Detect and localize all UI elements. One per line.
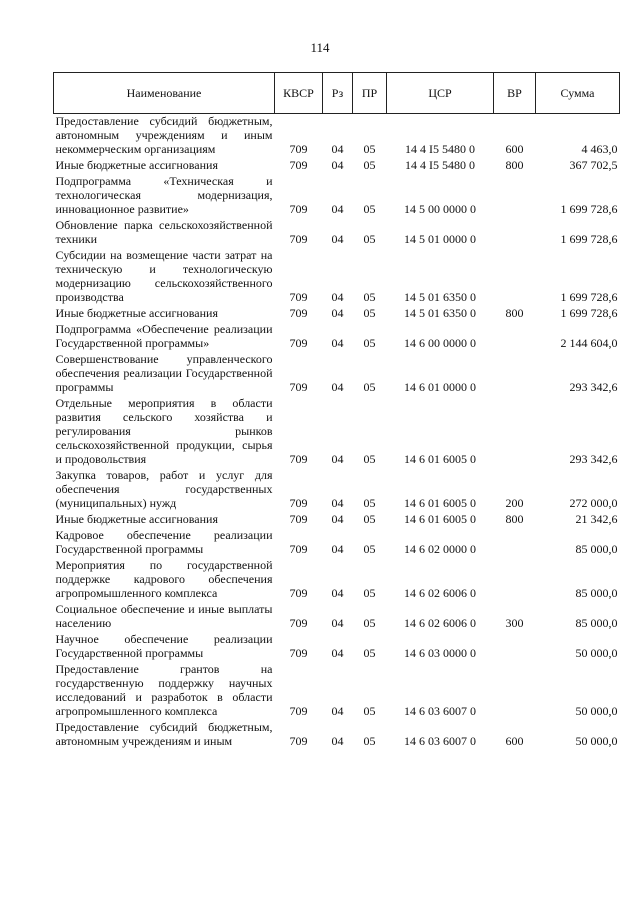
- table-row: [54, 662, 620, 720]
- cell-kvsr: 709: [289, 704, 308, 718]
- cell-sum: 293 342,6: [569, 380, 618, 394]
- cell-pr: 05: [363, 142, 376, 156]
- cell-name: Обновление парка сельскохозяйственной техники: [55, 218, 273, 246]
- cell-name: Предоставление грантов на государственную поддержку научных исследований и разработок в области агропромышленного комплекса: [55, 662, 273, 718]
- cell-csr: 14 6 03 6007 0: [404, 734, 476, 748]
- cell-pr: 05: [363, 646, 376, 660]
- table-row: [54, 512, 620, 528]
- cell-csr: 14 6 02 6006 0: [404, 586, 476, 600]
- cell-pr: 05: [363, 202, 376, 216]
- cell-vr: [494, 558, 536, 602]
- column-header-sum: Сумма: [536, 73, 620, 114]
- cell-rz: 04: [331, 232, 344, 246]
- column-header-vr: ВР: [494, 73, 536, 114]
- cell-kvsr: 709: [289, 290, 308, 304]
- cell-sum: 1 699 728,6: [560, 202, 618, 216]
- cell-pr: 05: [363, 306, 376, 320]
- cell-csr: 14 4 I5 5480 0: [405, 142, 475, 156]
- cell-kvsr: 709: [289, 142, 308, 156]
- column-header-csr: ЦСР: [387, 73, 494, 114]
- cell-rz: 04: [331, 512, 344, 526]
- cell-sum: 85 000,0: [575, 616, 618, 630]
- cell-rz: 04: [331, 616, 344, 630]
- table-row: [54, 114, 620, 159]
- table-row: [54, 322, 620, 352]
- cell-name: Научное обеспечение реализации Государственной программы: [55, 632, 273, 660]
- table-row: [54, 306, 620, 322]
- table-row: [54, 632, 620, 662]
- cell-rz: 04: [331, 336, 344, 350]
- cell-csr: 14 5 01 6350 0: [404, 306, 476, 320]
- cell-kvsr: 709: [289, 496, 308, 510]
- cell-vr: [494, 352, 536, 396]
- cell-csr: 14 6 01 6005 0: [404, 452, 476, 466]
- table-row: [54, 528, 620, 558]
- cell-kvsr: 709: [289, 646, 308, 660]
- cell-kvsr: 709: [289, 586, 308, 600]
- cell-kvsr: 709: [289, 306, 308, 320]
- cell-pr: 05: [363, 452, 376, 466]
- cell-csr: 14 6 01 0000 0: [404, 380, 476, 394]
- cell-name: Подпрограмма «Обеспечение реализации Государственной программы»: [55, 322, 273, 350]
- cell-sum: 272 000,0: [569, 496, 618, 510]
- cell-vr: [494, 396, 536, 468]
- cell-vr: 800: [505, 158, 524, 172]
- cell-sum: 50 000,0: [575, 704, 618, 718]
- cell-kvsr: 709: [289, 336, 308, 350]
- cell-pr: 05: [363, 704, 376, 718]
- cell-vr: [494, 662, 536, 720]
- cell-kvsr: 709: [289, 232, 308, 246]
- cell-csr: 14 4 I5 5480 0: [405, 158, 475, 172]
- budget-table: [53, 72, 620, 750]
- cell-csr: 14 5 01 0000 0: [404, 232, 476, 246]
- cell-kvsr: 709: [289, 542, 308, 556]
- table-row: [54, 558, 620, 602]
- table-row: [54, 248, 620, 306]
- cell-kvsr: 709: [289, 734, 308, 748]
- cell-pr: 05: [363, 586, 376, 600]
- page-number: 114: [310, 40, 330, 55]
- cell-csr: 14 5 00 0000 0: [404, 202, 476, 216]
- column-header-kvsr: КВСР: [275, 73, 323, 114]
- cell-csr: 14 6 02 0000 0: [404, 542, 476, 556]
- cell-pr: 05: [363, 512, 376, 526]
- cell-name: Иные бюджетные ассигнования: [55, 158, 218, 172]
- cell-name: Иные бюджетные ассигнования: [55, 306, 218, 320]
- cell-kvsr: 709: [289, 158, 308, 172]
- cell-name: Закупка товаров, работ и услуг для обеспечения государственных (муниципальных) нужд: [55, 468, 273, 510]
- cell-vr: 600: [505, 142, 524, 156]
- cell-sum: 293 342,6: [569, 452, 618, 466]
- table-body: [54, 114, 620, 751]
- cell-name: Иные бюджетные ассигнования: [55, 512, 218, 526]
- cell-rz: 04: [331, 380, 344, 394]
- cell-pr: 05: [363, 734, 376, 748]
- cell-csr: 14 6 02 6006 0: [404, 616, 476, 630]
- cell-pr: 05: [363, 232, 376, 246]
- cell-name: Кадровое обеспечение реализации Государственной программы: [55, 528, 273, 556]
- table-row: [54, 218, 620, 248]
- cell-rz: 04: [331, 734, 344, 748]
- table-row: [54, 720, 620, 750]
- cell-sum: 85 000,0: [575, 542, 618, 556]
- cell-name: Отдельные мероприятия в области развития сельского хозяйства и регулирования рынков сельскохозяйственной продукции, сырья и продовольствия: [55, 396, 273, 466]
- cell-csr: 14 6 01 6005 0: [404, 496, 476, 510]
- cell-sum: 2 144 604,0: [560, 336, 618, 350]
- cell-sum: 1 699 728,6: [560, 306, 618, 320]
- cell-vr: 800: [505, 512, 524, 526]
- cell-rz: 04: [331, 158, 344, 172]
- cell-vr: [494, 218, 536, 248]
- cell-kvsr: 709: [289, 380, 308, 394]
- cell-vr: [494, 248, 536, 306]
- cell-rz: 04: [331, 586, 344, 600]
- cell-vr: 800: [505, 306, 524, 320]
- cell-name: Субсидии на возмещение части затрат на техническую и технологическую модернизацию сельскохозяйственного производства: [55, 248, 273, 304]
- cell-pr: 05: [363, 336, 376, 350]
- cell-name: Подпрограмма «Техническая и технологическая модернизация, инновационное развитие»: [55, 174, 273, 216]
- cell-csr: 14 6 00 0000 0: [404, 336, 476, 350]
- table-row: [54, 352, 620, 396]
- cell-sum: 85 000,0: [575, 586, 618, 600]
- cell-sum: 21 342,6: [575, 512, 618, 526]
- cell-sum: 4 463,0: [581, 142, 618, 156]
- cell-sum: 50 000,0: [575, 734, 618, 748]
- cell-csr: 14 5 01 6350 0: [404, 290, 476, 304]
- cell-name: Предоставление субсидий бюджетным, автономным учреждениям и иным: [55, 720, 273, 748]
- cell-pr: 05: [363, 380, 376, 394]
- cell-vr: 600: [505, 734, 524, 748]
- cell-rz: 04: [331, 202, 344, 216]
- table-row: [54, 158, 620, 174]
- table-header: [54, 73, 620, 114]
- cell-name: Мероприятия по государственной поддержке кадрового обеспечения агропромышленного комплекса: [55, 558, 273, 600]
- cell-pr: 05: [363, 496, 376, 510]
- cell-rz: 04: [331, 646, 344, 660]
- cell-csr: 14 6 01 6005 0: [404, 512, 476, 526]
- cell-sum: 50 000,0: [575, 646, 618, 660]
- cell-rz: 04: [331, 704, 344, 718]
- cell-rz: 04: [331, 142, 344, 156]
- cell-kvsr: 709: [289, 452, 308, 466]
- cell-rz: 04: [331, 542, 344, 556]
- cell-rz: 04: [331, 290, 344, 304]
- cell-name: Предоставление субсидий бюджетным, автономным учреждениям и иным некоммерческим организациям: [55, 114, 273, 156]
- cell-sum: 367 702,5: [569, 158, 618, 172]
- cell-rz: 04: [331, 306, 344, 320]
- column-header-rz: Рз: [323, 73, 353, 114]
- cell-name: Социальное обеспечение и иные выплаты населению: [55, 602, 273, 630]
- table-row: [54, 468, 620, 512]
- column-header-name: Наименование: [54, 73, 275, 114]
- cell-csr: 14 6 03 6007 0: [404, 704, 476, 718]
- cell-name: Совершенствование управленческого обеспечения реализации Государственной программы: [55, 352, 273, 394]
- cell-vr: [494, 322, 536, 352]
- cell-csr: 14 6 03 0000 0: [404, 646, 476, 660]
- cell-kvsr: 709: [289, 202, 308, 216]
- cell-vr: [494, 528, 536, 558]
- table-row: [54, 602, 620, 632]
- cell-kvsr: 709: [289, 616, 308, 630]
- cell-rz: 04: [331, 452, 344, 466]
- cell-vr: 200: [505, 496, 524, 510]
- cell-vr: 300: [505, 616, 524, 630]
- cell-rz: 04: [331, 496, 344, 510]
- cell-pr: 05: [363, 616, 376, 630]
- table-row: [54, 396, 620, 468]
- cell-pr: 05: [363, 158, 376, 172]
- cell-vr: [494, 632, 536, 662]
- cell-pr: 05: [363, 290, 376, 304]
- table-row: [54, 174, 620, 218]
- cell-pr: 05: [363, 542, 376, 556]
- cell-vr: [494, 174, 536, 218]
- cell-sum: 1 699 728,6: [560, 232, 618, 246]
- cell-kvsr: 709: [289, 512, 308, 526]
- cell-sum: 1 699 728,6: [560, 290, 618, 304]
- column-header-pr: ПР: [353, 73, 387, 114]
